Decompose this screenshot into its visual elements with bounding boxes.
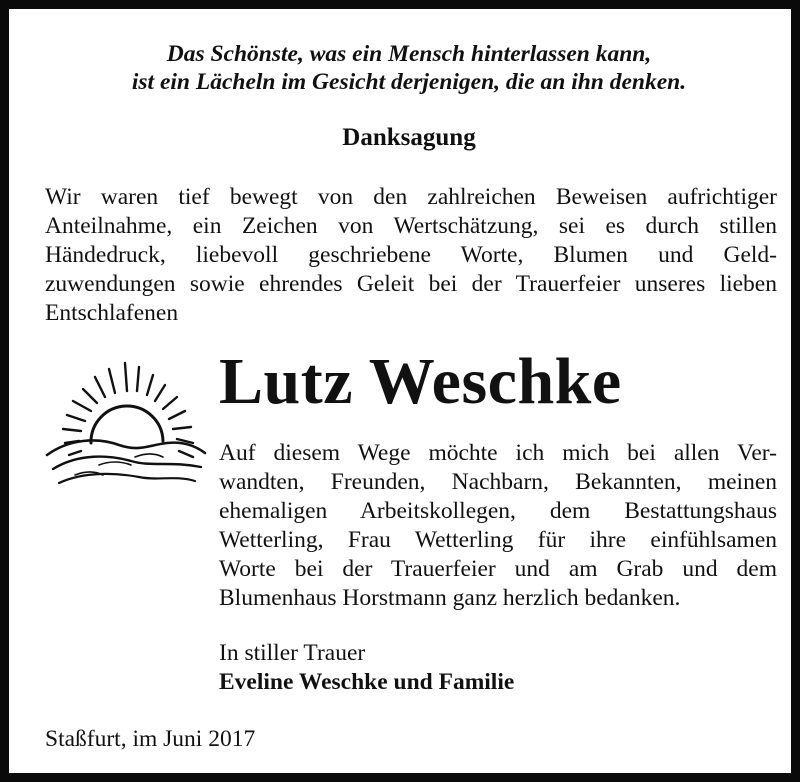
intro-line: Anteilnahme, ein Zeichen von Wertschätzung, sei es durch stillen [45, 213, 777, 239]
family-signature: Eveline Weschke und Familie [219, 669, 515, 695]
motto-quote [9, 40, 800, 96]
thanks-line: wandten, Freunden, Nachbarn, Bekannten, meinen [219, 469, 777, 495]
thanks-line: Worte bei der Trauerfeier und am Grab und dem [219, 556, 777, 582]
intro-line: Entschlafenen [45, 300, 179, 326]
intro-line: Händedruck, liebevoll geschriebene Worte, Blumen und Geld- [45, 242, 777, 268]
thanks-line: Blumenhaus Horstmann ganz herzlich bedanken. [219, 585, 681, 611]
intro-line: Wir waren tief bewegt von den zahlreichen Beweisen aufrichtiger [45, 184, 777, 210]
thanks-line: Auf diesem Wege möchte ich mich bei allen Ver- [219, 440, 777, 466]
motto-line-1: Das Schönste, was ein Mensch hinterlassen kann, [166, 41, 652, 67]
intro-line: zuwendungen sowie ehrendes Geleit bei der Trauerfeier unseres lieben [45, 271, 777, 297]
thanks-line: ehemaligen Arbeitskollegen, dem Bestattungshaus [219, 498, 777, 524]
motto-line-2: ist ein Lächeln im Gesicht derjenigen, die an ihn denken. [131, 69, 687, 95]
sunrise-over-hills-icon [39, 357, 209, 497]
thanks-paragraph [219, 439, 777, 613]
mourning-phrase: In stiller Trauer [219, 640, 366, 666]
place-date: Staßfurt, im Juni 2017 [45, 726, 256, 752]
page-title: Danksagung [342, 124, 476, 151]
thanks-line: Wetterling, Frau Wetterling für ihre einfühlsamen [219, 527, 777, 553]
intro-paragraph [45, 183, 777, 328]
deceased-name: Lutz Weschke [219, 345, 622, 418]
